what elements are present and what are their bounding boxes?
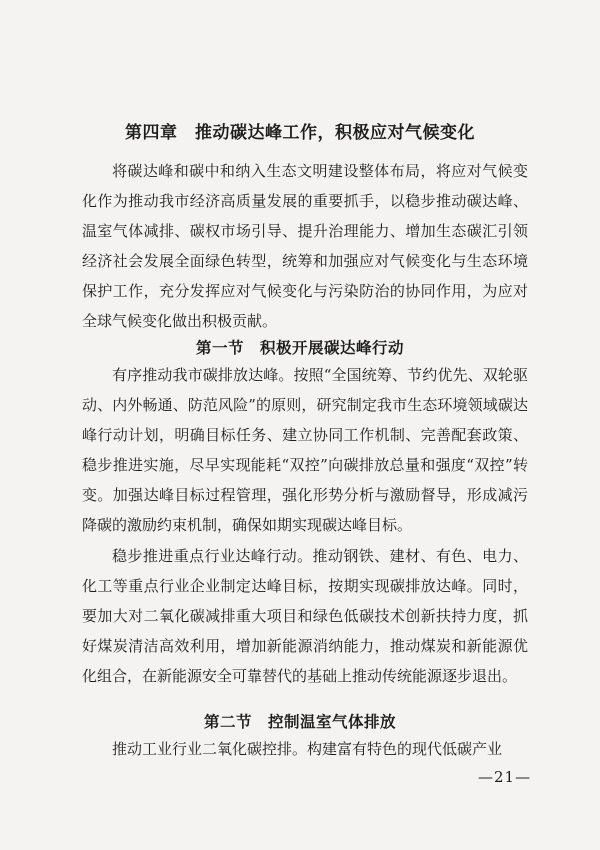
section-2-paragraph-1: 推动工业行业二氧化碳控排。构建富有特色的现代低碳产业: [112, 740, 503, 758]
section-1-paragraph-1: 有序推动我市碳排放达峰。按照“全国统筹、节约优先、双轮驱动、内外畅通、防范风险”的原则，研究制定我市生态环境领域碳达峰行动计划，明确目标任务、建立协同工作机制、完善配套政策、稳步推进实施，尽早实现能耗“双控”向碳排放总量和强度“双控”转变。加强达峰目标过程管理，强化形势分析与激励督导，形成减污降碳的激励约束机制，确保如期实现碳达峰目标。: [82, 366, 528, 534]
chapter-title: 第四章 推动碳达峰工作，积极应对气候变化: [125, 123, 475, 143]
section-2-title: 第二节 控制温室气体排放: [203, 712, 396, 731]
section-1-paragraph-2: 稳步推进重点行业达峰行动。推动钢铁、建材、有色、电力、化工等重点行业企业制定达峰目标，按期实现碳排放达峰。同时，要加大对二氧化碳减排重大项目和绿色低碳技术创新扶持力度，抓好煤炭清洁高效利用，增加新能源消纳能力，推动煤炭和新能源优化组合，在新能源安全可靠替代的基础上推动传统能源逐步退出。: [82, 547, 528, 685]
page-number: —21—: [478, 768, 532, 786]
chapter-intro-paragraph: 将碳达峰和碳中和纳入生态文明建设整体布局，将应对气候变化作为推动我市经济高质量发展的重要抓手，以稳步推动碳达峰、温室气体减排、碳权市场引导、提升治理能力、增加生态碳汇引领经济社会发展全面绿色转型，统筹和加强应对气候变化与生态环境保护工作，充分发挥应对气候变化与污染防治的协同作用，为应对全球气候变化做出积极贡献。: [82, 162, 528, 330]
section-1-title: 第一节 积极开展碳达峰行动: [195, 338, 404, 357]
